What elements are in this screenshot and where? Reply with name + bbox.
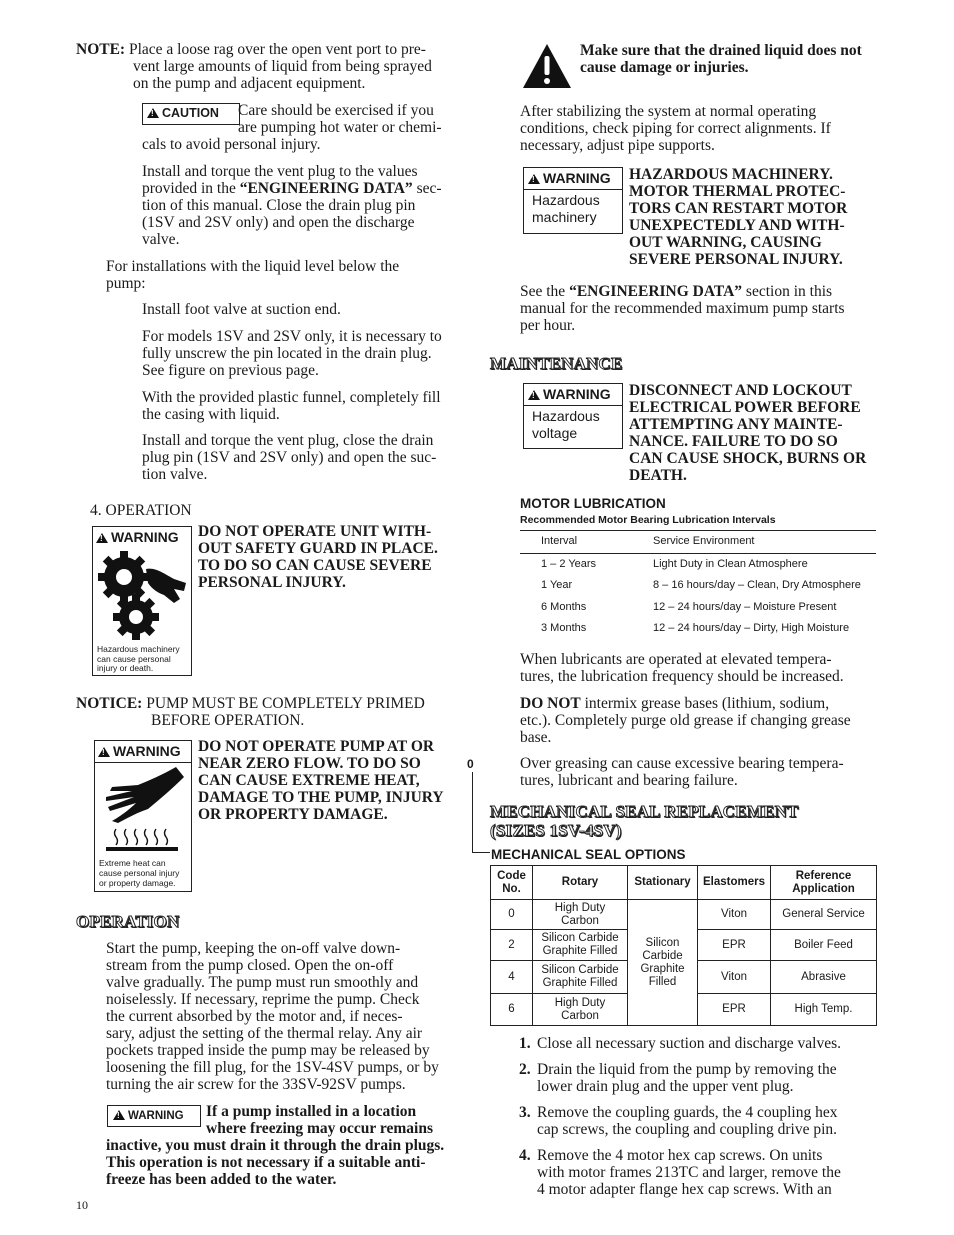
stabilize-line: conditions, check piping for correct alignments. If — [520, 120, 831, 137]
vent-line: provided in the — [142, 180, 240, 197]
warning-hazardous-machinery-sign — [523, 167, 623, 234]
step-line: Remove the coupling guards, the 4 coupling hex — [537, 1104, 838, 1121]
step-line: 4 motor adapter flange hex cap screws. With an — [537, 1181, 832, 1198]
warning-triangle-icon — [98, 747, 110, 757]
see-line: per hour. — [520, 317, 576, 334]
vent-line: Install and torque the vent plug to the values — [142, 163, 418, 180]
operation-line: the current absorbed by the motor and, if neces- — [106, 1008, 403, 1025]
warning-triangle-icon — [528, 174, 540, 184]
margin-line — [472, 772, 473, 852]
stabilize-line: necessary, adjust pipe supports. — [520, 137, 715, 154]
warning-line: TO DO SO CAN CAUSE SEVERE — [198, 557, 432, 574]
intermix-line: base. — [520, 729, 552, 746]
caution-text — [238, 102, 468, 136]
see-engineering-paragraph — [520, 283, 882, 334]
seal-elastomer: EPR — [698, 930, 771, 961]
see-line: manual for the recommended maximum pump starts — [520, 300, 845, 317]
seal-header-row — [491, 866, 877, 900]
warning-sub-label: Hazardous — [532, 192, 600, 208]
caution-line: Care should be exercised if you — [238, 102, 434, 119]
lubrication-title: MOTOR LUBRICATION — [520, 496, 666, 511]
lubrication-header-environment: Service Environment — [653, 535, 755, 548]
warning-line: NANCE. FAILURE TO DO SO — [629, 433, 838, 450]
lubrication-interval: 6 Months — [541, 600, 587, 613]
lubrication-subtitle: Recommended Motor Bearing Lubrication Intervals — [520, 514, 776, 526]
engineering-data-ref: “ENGINEERING DATA” — [569, 283, 743, 300]
warning-line: If a pump installed in a location — [206, 1103, 417, 1120]
operation-line: noiselessly. If necessary, reprime the pump. Check — [106, 991, 420, 1008]
step-line: cap screws, the coupling and coupling drive pin. — [537, 1121, 838, 1138]
warning-line: DO NOT OPERATE UNIT WITH- — [198, 523, 432, 540]
warning-label: WARNING — [113, 743, 181, 759]
warning-caption: Hazardous machinery — [97, 644, 180, 654]
seal-options-table — [490, 865, 877, 1026]
operation-line: turning the air screw for the 33SV-92SV pumps. — [106, 1076, 406, 1093]
lubrication-header-interval: Interval — [541, 535, 578, 548]
warning-safety-guard-text — [198, 523, 468, 591]
seal-steps-list — [519, 1035, 879, 1198]
notice-line: PUMP MUST BE COMPLETELY PRIMED — [146, 695, 425, 712]
warning-caption: cause personal injury — [99, 868, 180, 878]
models-line: fully unscrew the pin located in the drain plug. — [142, 345, 432, 362]
operation-line: valve gradually. The pump must run smoothly and — [106, 974, 419, 991]
seal-application: Boiler Feed — [771, 930, 877, 961]
warning-freeze-badge — [107, 1105, 201, 1127]
warning-line: CAN CAUSE SHOCK, BURNS OR — [629, 450, 867, 467]
warning-line: CAN CAUSE EXTREME HEAT, — [198, 772, 420, 789]
below-line: For installations with the liquid level below the — [106, 258, 400, 275]
note-text: vent large amounts of liquid from being sprayed — [133, 58, 432, 75]
vent-line: (1SV and 2SV only) and open the discharge — [142, 214, 415, 231]
temp-line: When lubricants are operated at elevated tempera- — [520, 651, 832, 668]
note-label: NOTE: — [76, 41, 126, 58]
vent-line: valve. — [142, 231, 180, 248]
seal-elastomer: Viton — [698, 900, 771, 930]
lubricant-temp-paragraph — [520, 651, 882, 685]
warning-label: WARNING — [111, 529, 179, 545]
warning-line: HAZARDOUS MACHINERY. — [629, 166, 833, 183]
foot-valve-text — [142, 301, 472, 318]
drain-line: cause damage or injuries. — [580, 59, 749, 76]
models-paragraph — [142, 328, 472, 379]
seal-rotary: High Duty Carbon — [533, 900, 628, 930]
warning-line: freeze has been added to the water. — [106, 1171, 337, 1188]
caution-line: are pumping hot water or chemi- — [238, 119, 442, 136]
vent-line: sec- — [412, 180, 442, 197]
maintenance-heading: MAINTENANCE — [490, 354, 623, 373]
step-line: Close all necessary suction and discharge valves. — [537, 1035, 842, 1052]
seal-header-rotary: Rotary — [533, 866, 628, 900]
table-row — [520, 553, 876, 575]
warning-line: This operation is not necessary if a suitable anti- — [106, 1154, 426, 1171]
torque-line: plug pin (1SV and 2SV only) and open the suc- — [142, 449, 437, 466]
seal-rotary: Silicon Carbide Graphite Filled — [533, 930, 628, 961]
step-line: with motor frames 213TC and larger, remove the — [537, 1164, 841, 1181]
warning-label: WARNING — [543, 386, 611, 402]
warning-hazardous-voltage-sign — [523, 383, 623, 449]
operation-line: pockets trapped inside the pump may be released by — [106, 1042, 430, 1059]
seal-options-title: MECHANICAL SEAL OPTIONS — [491, 847, 686, 862]
drain-warning-text — [580, 42, 880, 76]
seal-application: Abrasive — [771, 961, 877, 994]
seal-application: High Temp. — [771, 994, 877, 1026]
foot-valve-line: Install foot valve at suction end. — [142, 301, 341, 318]
lubrication-table — [520, 530, 876, 640]
table-row — [520, 597, 876, 619]
operation-line: loosening the fill plug, for the 1SV-4SV pumps, or by — [106, 1059, 439, 1076]
warning-sub-label: machinery — [532, 209, 597, 225]
funnel-line: With the provided plastic funnel, completely fill — [142, 389, 441, 406]
warning-line: DEATH. — [629, 467, 687, 484]
warning-line: ATTEMPTING ANY MAINTE- — [629, 416, 843, 433]
warning-freeze-text — [206, 1103, 476, 1137]
list-item — [519, 1147, 879, 1198]
table-row — [520, 618, 876, 640]
stabilize-line: After stabilizing the system at normal operating — [520, 103, 817, 120]
operation-step-label: 4. OPERATION — [90, 502, 192, 519]
seal-code: 4 — [491, 961, 533, 994]
warning-thermal-text — [629, 166, 879, 268]
engineering-data-ref: “ENGINEERING DATA” — [239, 180, 413, 197]
warning-zero-flow-text — [198, 738, 470, 823]
seal-stationary: Silicon Carbide Graphite Filled — [628, 900, 698, 1026]
seal-heading-line: MECHANICAL SEAL REPLACEMENT — [490, 802, 799, 821]
warning-line: inactive, you must drain it through the drain plugs. — [106, 1137, 445, 1154]
warning-triangle-icon — [147, 108, 159, 118]
step-number: 4. — [519, 1147, 531, 1164]
table-row — [520, 575, 876, 597]
over-greasing-paragraph — [520, 755, 882, 789]
warning-line: OUT WARNING, CAUSING — [629, 234, 822, 251]
page-number: 10 — [76, 1198, 88, 1212]
vent-line: tion of this manual. Close the drain plug pin — [142, 197, 416, 214]
step-line: Drain the liquid from the pump by removing the — [537, 1061, 837, 1078]
seal-replacement-heading — [490, 802, 799, 840]
warning-caption: or property damage. — [99, 878, 176, 888]
lubrication-environment: 12 – 24 hours/day – Moisture Present — [653, 600, 837, 613]
warning-line: OR PROPERTY DAMAGE. — [198, 806, 388, 823]
warning-caption: can cause personal — [97, 653, 171, 664]
hot-hand-icon — [96, 763, 190, 855]
caution-line: cals to avoid personal injury. — [142, 136, 321, 153]
warning-line: NEAR ZERO FLOW. TO DO SO — [198, 755, 421, 772]
lubrication-environment: Light Duty in Clean Atmosphere — [653, 557, 808, 570]
lubrication-interval: 1 Year — [541, 579, 573, 592]
drain-line: Make sure that the drained liquid does not — [580, 42, 862, 59]
table-row — [491, 900, 877, 930]
warning-line: ELECTRICAL POWER BEFORE — [629, 399, 861, 416]
operation-step-title — [90, 502, 192, 519]
stabilize-paragraph — [520, 103, 880, 154]
below-pump-paragraph — [106, 258, 466, 292]
lubrication-header-row — [520, 531, 876, 553]
list-item — [519, 1061, 879, 1095]
warning-line: OUT SAFETY GUARD IN PLACE. — [198, 540, 438, 557]
seal-header-elastomers: Elastomers — [698, 866, 771, 900]
warning-line: DAMAGE TO THE PUMP, INJURY — [198, 789, 444, 806]
note-text: Place a loose rag over the open vent port to pre- — [128, 41, 426, 58]
torque-paragraph — [142, 432, 472, 483]
seal-code: 6 — [491, 994, 533, 1026]
seal-elastomer: Viton — [698, 961, 771, 994]
note-text: on the pump and adjacent equipment. — [133, 75, 366, 92]
warning-triangle-icon — [96, 533, 108, 543]
notice-line: BEFORE OPERATION. — [151, 712, 305, 729]
do-not-label: DO NOT — [520, 695, 581, 712]
warning-line: MOTOR THERMAL PROTEC- — [629, 183, 846, 200]
warning-line: SEVERE PERSONAL INJURY. — [629, 251, 843, 268]
margin-mark: 0 — [467, 757, 474, 771]
step-number: 1. — [519, 1035, 531, 1052]
warning-label: WARNING — [128, 1110, 184, 1122]
torque-line: tion valve. — [142, 466, 208, 483]
margin-line — [472, 852, 490, 853]
step-number: 2. — [519, 1061, 531, 1078]
seal-rotary: Silicon Carbide Graphite Filled — [533, 961, 628, 994]
warning-sub-label: Hazardous — [532, 408, 600, 424]
warning-line: PERSONAL INJURY. — [198, 574, 346, 591]
torque-line: Install and torque the vent plug, close the drain — [142, 432, 434, 449]
warning-voltage-text — [629, 382, 881, 484]
warning-label: WARNING — [543, 170, 611, 186]
step-line: lower drain plug and the upper vent plug. — [537, 1078, 794, 1095]
warning-caption: injury or death. — [97, 663, 154, 673]
funnel-paragraph — [142, 389, 472, 423]
over-greasing-line: Over greasing can cause excessive bearing tempera- — [520, 755, 844, 772]
danger-triangle-icon — [521, 42, 573, 90]
seal-elastomer: EPR — [698, 994, 771, 1026]
intermix-line: intermix grease bases (lithium, sodium, — [580, 695, 830, 712]
warning-triangle-icon — [528, 390, 540, 400]
list-item — [519, 1104, 879, 1138]
models-line: See figure on previous page. — [142, 362, 319, 379]
warning-line: DO NOT OPERATE PUMP AT OR — [198, 738, 435, 755]
seal-header-stationary: Stationary — [628, 866, 698, 900]
seal-header-code: Code No. — [491, 866, 533, 900]
do-not-intermix-paragraph — [520, 695, 882, 746]
funnel-line: the casing with liquid. — [142, 406, 280, 423]
operation-heading: OPERATION — [76, 912, 180, 931]
warning-triangle-icon — [113, 1110, 125, 1120]
note-block — [76, 41, 476, 92]
seal-header-application: Reference Application — [771, 866, 877, 900]
seal-heading-line: (SIZES 1SV-4SV) — [490, 821, 622, 840]
warning-heat-sign — [94, 740, 192, 892]
seal-code: 2 — [491, 930, 533, 961]
below-line: pump: — [106, 275, 146, 292]
warning-line: where freezing may occur remains — [206, 1120, 433, 1137]
lubrication-environment: 12 – 24 hours/day – Dirty, High Moisture — [653, 622, 850, 635]
lubrication-environment: 8 – 16 hours/day – Clean, Dry Atmosphere — [653, 579, 861, 592]
step-number: 3. — [519, 1104, 531, 1121]
warning-line: UNEXPECTEDLY AND WITH- — [629, 217, 845, 234]
over-greasing-line: tures, lubricant and bearing failure. — [520, 772, 738, 789]
lubrication-interval: 3 Months — [541, 622, 587, 635]
operation-line: Start the pump, keeping the on-off valve down- — [106, 940, 401, 957]
warning-freeze-text — [106, 1137, 476, 1188]
operation-line: stream from the pump closed. Open the on-off — [106, 957, 394, 974]
caution-text — [142, 136, 472, 153]
caution-badge — [142, 103, 240, 125]
seal-rotary: High Duty Carbon — [533, 994, 628, 1026]
operation-line: sary, adjust the setting of the thermal relay. Any air — [106, 1025, 423, 1042]
gears-hand-icon — [94, 549, 190, 641]
see-line: See the — [520, 283, 570, 300]
warning-line: TORS CAN RESTART MOTOR — [629, 200, 848, 217]
see-line: section in this — [742, 283, 833, 300]
lubrication-interval: 1 – 2 Years — [541, 557, 597, 570]
seal-application: General Service — [771, 900, 877, 930]
warning-caption: Extreme heat can — [99, 858, 166, 868]
step-line: Remove the 4 motor hex cap screws. On units — [537, 1147, 823, 1164]
warning-sub-label: voltage — [532, 425, 578, 441]
notice-label: NOTICE: — [76, 695, 143, 712]
seal-code: 0 — [491, 900, 533, 930]
temp-line: tures, the lubrication frequency should be increased. — [520, 668, 844, 685]
operation-paragraph — [106, 940, 472, 1093]
notice-block — [76, 695, 476, 729]
vent-plug-paragraph — [142, 163, 472, 248]
warning-machinery-sign — [92, 526, 192, 676]
list-item — [519, 1035, 879, 1052]
intermix-line: etc.). Completely purge old grease if changing grease — [520, 712, 851, 729]
warning-line: DISCONNECT AND LOCKOUT — [629, 382, 852, 399]
models-line: For models 1SV and 2SV only, it is necessary to — [142, 328, 442, 345]
caution-label: CAUTION — [162, 106, 219, 120]
